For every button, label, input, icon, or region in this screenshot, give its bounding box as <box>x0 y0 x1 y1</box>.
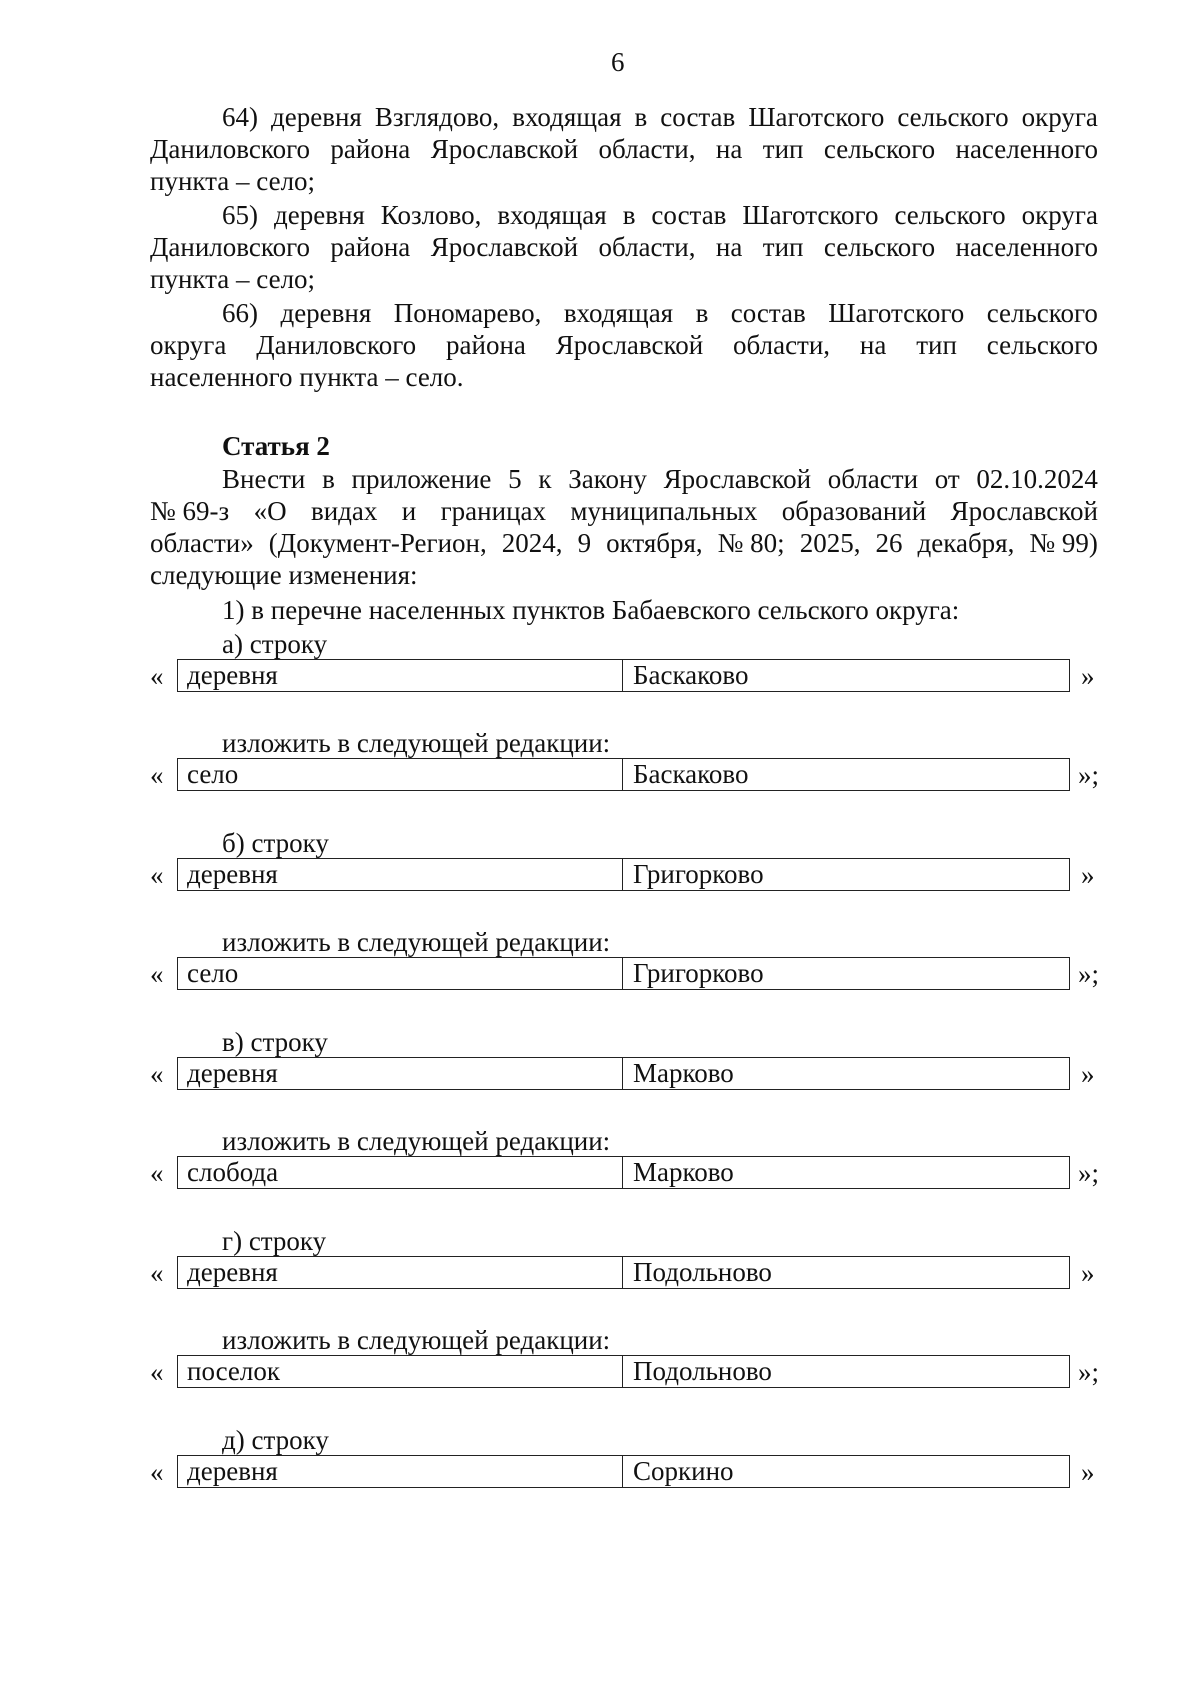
block-v-edit-label: изложить в следующей редакции: <box>222 1126 611 1156</box>
block-v-old-row <box>177 1057 1070 1090</box>
item-65 <box>150 199 1098 295</box>
block-d-old-quote-close: » <box>1081 1457 1095 1487</box>
article-heading: Статья 2 <box>222 431 330 461</box>
block-v-old-type: деревня <box>178 1058 623 1089</box>
item-66-line-1: 66) деревня Пономарево, входящая в состав Шаготского сельского <box>222 298 1098 328</box>
block-v-new-name: Марково <box>633 1157 734 1187</box>
block-v-new-row <box>177 1156 1070 1189</box>
block-g-old-name: Подольново <box>633 1257 772 1287</box>
block-b-new-quote-close: »; <box>1078 959 1100 989</box>
block-b-new-type: село <box>178 958 623 989</box>
block-b-old-name: Григорково <box>633 859 764 889</box>
page-number: 6 <box>611 47 625 77</box>
block-g-old-type: деревня <box>178 1257 623 1288</box>
block-a-old-quote-close: » <box>1081 661 1095 691</box>
block-b-old-quote-open: « <box>150 860 164 890</box>
block-g-new-type: поселок <box>178 1356 623 1387</box>
item-64-line-3: пункта – село; <box>150 166 316 196</box>
point-1: 1) в перечне населенных пунктов Бабаевского сельского округа: <box>222 595 960 625</box>
block-v-new-type: слобода <box>178 1157 623 1188</box>
article-intro <box>150 463 1098 591</box>
block-v-label: в) строку <box>222 1027 328 1057</box>
block-d-old-type: деревня <box>178 1456 623 1487</box>
block-b-new-name: Григорково <box>633 958 764 988</box>
block-a-new-quote-open: « <box>150 760 164 790</box>
item-65-line-1: 65) деревня Козлово, входящая в состав Шаготского сельского округа <box>222 200 1098 230</box>
block-a-old-quote-open: « <box>150 661 164 691</box>
block-g-old-quote-close: » <box>1081 1258 1095 1288</box>
article-intro-line-2: № 69-з «О видах и границах муниципальных образований Ярославской <box>150 496 1098 526</box>
block-d-old-row <box>177 1455 1070 1488</box>
block-a-old-row <box>177 659 1070 692</box>
block-g-new-quote-open: « <box>150 1357 164 1387</box>
block-g-new-quote-close: »; <box>1078 1357 1100 1387</box>
block-a-new-quote-close: »; <box>1078 760 1100 790</box>
block-b-edit-label: изложить в следующей редакции: <box>222 927 611 957</box>
block-v-new-quote-open: « <box>150 1158 164 1188</box>
block-v-new-quote-close: »; <box>1078 1158 1100 1188</box>
item-65-line-3: пункта – село; <box>150 264 316 294</box>
block-a-label: а) строку <box>222 629 328 659</box>
block-g-old-quote-open: « <box>150 1258 164 1288</box>
block-a-edit-label: изложить в следующей редакции: <box>222 728 611 758</box>
block-d-old-name: Соркино <box>633 1456 734 1486</box>
block-g-new-row <box>177 1355 1070 1388</box>
block-g-label: г) строку <box>222 1226 327 1256</box>
block-d-old-quote-open: « <box>150 1457 164 1487</box>
item-65-line-2: Даниловского района Ярославской области, на тип сельского населенного <box>150 232 1098 262</box>
block-g-old-row <box>177 1256 1070 1289</box>
item-64 <box>150 101 1098 197</box>
block-b-old-type: деревня <box>178 859 623 890</box>
block-a-old-name: Баскаково <box>633 660 749 690</box>
article-intro-line-3: области» (Документ-Регион, 2024, 9 октября, № 80; 2025, 26 декабря, № 99) <box>150 528 1098 558</box>
block-a-new-type: село <box>178 759 623 790</box>
block-d-label: д) строку <box>222 1425 329 1455</box>
article-intro-line-4: следующие изменения: <box>150 560 418 590</box>
block-b-new-quote-open: « <box>150 959 164 989</box>
block-a-new-row <box>177 758 1070 791</box>
block-b-old-row <box>177 858 1070 891</box>
item-66-line-3: населенного пункта – село. <box>150 362 464 392</box>
block-v-old-quote-close: » <box>1081 1059 1095 1089</box>
item-64-line-1: 64) деревня Взглядово, входящая в состав Шаготского сельского округа <box>222 102 1098 132</box>
block-v-old-name: Марково <box>633 1058 734 1088</box>
block-b-old-quote-close: » <box>1081 860 1095 890</box>
block-g-edit-label: изложить в следующей редакции: <box>222 1325 611 1355</box>
block-a-old-type: деревня <box>178 660 623 691</box>
item-66-line-2: округа Даниловского района Ярославской области, на тип сельского <box>150 330 1098 360</box>
block-b-new-row <box>177 957 1070 990</box>
block-a-new-name: Баскаково <box>633 759 749 789</box>
block-v-old-quote-open: « <box>150 1059 164 1089</box>
item-64-line-2: Даниловского района Ярославской области, на тип сельского населенного <box>150 134 1098 164</box>
item-66 <box>150 297 1098 393</box>
article-intro-line-1: Внести в приложение 5 к Закону Ярославской области от 02.10.2024 <box>222 464 1098 494</box>
block-g-new-name: Подольново <box>633 1356 772 1386</box>
block-b-label: б) строку <box>222 828 329 858</box>
